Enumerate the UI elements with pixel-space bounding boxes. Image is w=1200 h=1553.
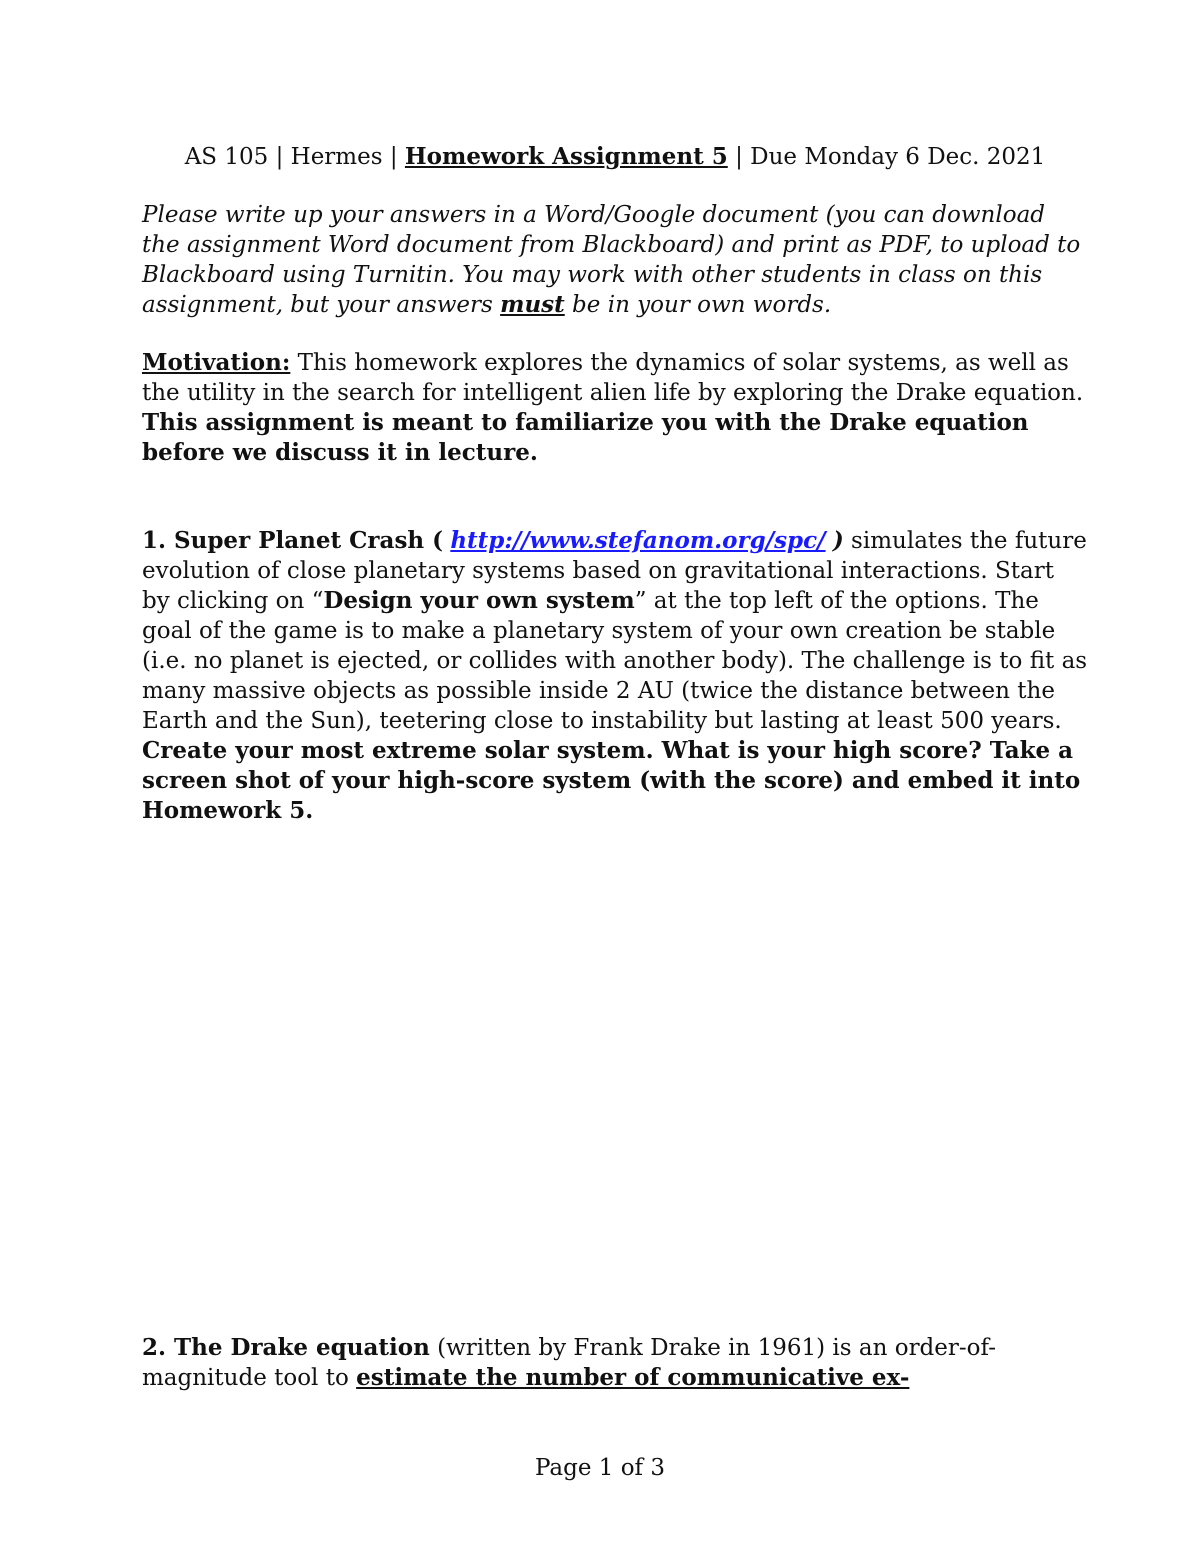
header-separator: | — [268, 144, 291, 170]
question-1-text: simulates the future evolution of close planetary systems based on gravitational interactions. Start by clicking on “ — [142, 528, 1087, 614]
page-number: Page 1 of 3 — [534, 1455, 666, 1481]
document-header — [142, 142, 1088, 172]
super-planet-crash-link[interactable]: http://www.stefanom.org/spc/ — [450, 527, 826, 554]
motivation-paragraph — [142, 348, 1088, 468]
question-1-text-cont: ” at the top left of the options. The goal of the game is to make a planetary system of your own creation be stable (i.e. no planet is ejected, or collides with another body). The challenge is to fit as many massive objects as possible inside 2 AU (twice the distance between the Earth and the Sun), teetering close to instability but lasting at least 500 years. — [142, 588, 1088, 734]
question-2 — [142, 1333, 1088, 1393]
header-separator: | — [727, 144, 751, 170]
question-1-task: Create your most extreme solar system. What is your high score? Take a screen shot of your high-score system (with the score) and embed it into Homework 5. — [142, 737, 1081, 824]
course-code: AS 105 — [184, 144, 269, 170]
motivation-label: Motivation: — [142, 349, 291, 376]
page-footer — [0, 1453, 1200, 1483]
instructions-text-end: be in your own words. — [564, 292, 832, 318]
instructor-name: Hermes — [290, 144, 383, 170]
question-1-title: 1. Super Planet Crash ( — [142, 527, 443, 554]
page-body — [142, 142, 1088, 826]
question-2-emphasis: estimate the number of communicative ex- — [356, 1364, 910, 1391]
motivation-bold-text: This assignment is meant to familiarize you with the Drake equation before we discuss it in lecture. — [142, 409, 1029, 466]
due-date: Due Monday 6 Dec. 2021 — [750, 144, 1046, 170]
header-separator: | — [382, 144, 405, 170]
instructions-text: Please write up your answers in a Word/Google document (you can download the assignment Word document from Blackboard) and print as PDF, to upload to Blackboard using Turnitin. You may work with other students in class on this assignment, but your answers — [142, 202, 1081, 318]
question-1-close-paren: ) — [832, 527, 844, 554]
instructions-paragraph — [142, 200, 1088, 320]
question-1 — [142, 526, 1088, 826]
question-2-title: 2. The Drake equation — [142, 1334, 430, 1361]
question-2-text: (written by Frank Drake in 1961) is an order-of-magnitude tool to — [142, 1335, 996, 1391]
motivation-text: This homework explores the dynamics of solar systems, as well as the utility in the search for intelligent alien life by exploring the Drake equation. — [142, 350, 1084, 406]
assignment-title: Homework Assignment 5 — [404, 143, 728, 170]
design-your-own-system-label: Design your own system — [323, 587, 635, 614]
instructions-emphasis: must — [500, 291, 565, 318]
